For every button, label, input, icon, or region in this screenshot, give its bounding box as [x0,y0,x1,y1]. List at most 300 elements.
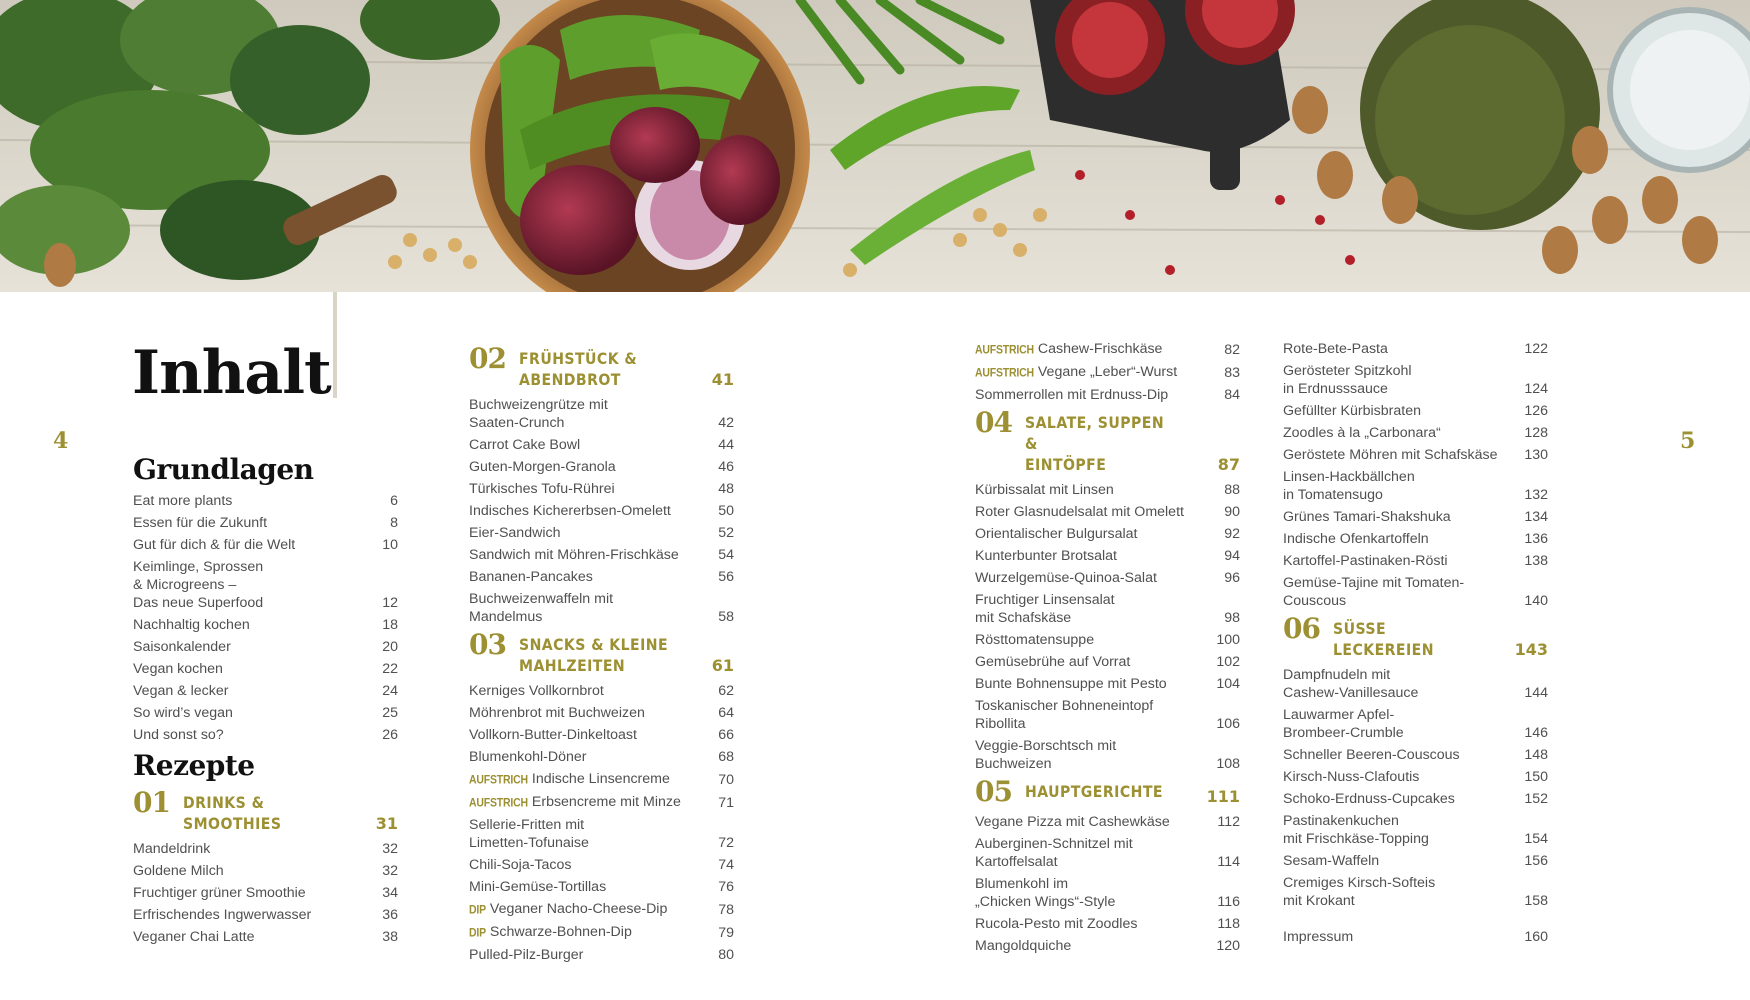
toc-entry-page: 68 [718,749,734,765]
toc-entry-title [133,906,362,924]
toc-entry[interactable] [975,813,1240,831]
toc-entry[interactable] [975,363,1240,382]
toc-entry-text: Rucola-Pesto mit Zoodles [975,916,1138,932]
chapter-page: 31 [375,814,398,833]
toc-entry[interactable] [1283,340,1548,358]
toc-entry-text: Sommerrollen mit Erdnuss-Dip [975,387,1169,403]
toc-entry-title [975,525,1204,543]
toc-entry-page: 76 [718,879,734,895]
chapter-number: 05 [975,775,1012,808]
toc-entry-title [469,946,698,964]
spacer [1283,914,1548,928]
toc-entry[interactable] [469,568,734,586]
toc-entry-text: Toskanischer Bohneneintopf Ribollita [975,698,1154,732]
toc-entry-title [469,726,698,744]
toc-entry[interactable] [975,915,1240,933]
toc-entry-text: So wird’s vegan [133,705,233,721]
toc-entry-text: Blumenkohl im „Chicken Wings“-Style [975,876,1116,910]
toc-entry[interactable] [1283,508,1548,526]
toc-entry-title [469,816,698,852]
toc-entry-page: 104 [1216,676,1240,692]
toc-entry[interactable] [133,492,398,510]
toc-entry-title [1283,402,1512,420]
toc-entry-title [975,675,1204,693]
toc-entry-title [1283,340,1512,358]
chapter-number: 03 [469,628,506,661]
toc-entry-title [1283,424,1512,442]
toc-entry-text: Kartoffel-Pastinaken-Rösti [1283,553,1448,569]
toc-entry-title [1283,928,1512,946]
hero-vegetables-image [0,0,1750,292]
toc-entry[interactable] [469,726,734,744]
toc-entry-text: Fruchtiger Linsensalat mit Schafskäse [975,592,1115,626]
toc-entry-title [133,514,362,532]
toc-entry[interactable] [975,481,1240,499]
toc-entry[interactable] [975,875,1240,911]
toc-entry[interactable] [469,816,734,852]
toc-entry-text: Kunterbunter Brotsalat [975,548,1117,564]
toc-entry[interactable] [133,726,398,744]
toc-entry-text: Carrot Cake Bowl [469,437,581,453]
toc-entry[interactable] [975,547,1240,565]
toc-entry-title [469,748,698,766]
toc-entry-title [133,840,362,858]
recipe-tag: DIP [469,903,486,917]
toc-entry[interactable] [469,524,734,542]
chapter-page: 41 [711,370,734,389]
chapter-title: HAUPTGERICHTE [1025,782,1163,801]
toc-entry-title [469,524,698,542]
chapter-title: SÜSSE LECKEREIEN [1333,619,1434,659]
toc-entry[interactable] [975,937,1240,955]
toc-entry-text: Indisches Kichererbsen-Omelett [469,503,671,519]
toc-entry[interactable] [975,737,1240,773]
chapter-page: 87 [1217,455,1240,474]
toc-entry[interactable] [975,675,1240,693]
toc-entry-page: 136 [1524,531,1548,547]
toc-entry-title [975,363,1204,382]
toc-entry[interactable] [975,503,1240,521]
toc-entry-text: Bunte Bohnensuppe mit Pesto [975,676,1167,692]
toc-entry-page: 26 [382,727,398,743]
toc-entry-title [469,502,698,520]
toc-entry-page: 84 [1224,387,1240,403]
toc-entry-text: Gemüse-Tajine mit Tomaten- Couscous [1283,575,1465,609]
toc-entry-text: Wurzelgemüse-Quinoa-Salat [975,570,1157,586]
toc-entry-text: Kerniges Vollkornbrot [469,683,604,699]
toc-column-2 [469,342,734,968]
toc-entry-title [469,704,698,722]
toc-entry[interactable] [975,525,1240,543]
toc-entry[interactable] [133,704,398,722]
toc-entry-text: Veganer Nacho-Cheese-Dip [489,901,668,917]
toc-entry-title [469,900,698,919]
toc-entry-page: 112 [1217,814,1240,830]
toc-entry-title [1283,706,1512,742]
toc-entry-page: 108 [1216,756,1240,772]
toc-entry-text: Zoodles à la „Carbonara“ [1283,425,1441,441]
toc-entry[interactable] [133,638,398,656]
toc-entry-title [469,458,698,476]
toc-entry-page: 56 [718,569,734,585]
toc-entry-title [133,704,362,722]
toc-entry-page: 82 [1224,342,1240,358]
toc-entry-title [133,928,362,946]
toc-entry-page: 58 [718,609,734,625]
toc-entry-title [469,546,698,564]
toc-entry-title [469,396,698,432]
toc-entry[interactable] [469,458,734,476]
toc-entry[interactable] [133,682,398,700]
toc-entry-page: 25 [382,705,398,721]
toc-entry-page: 122 [1524,341,1548,357]
toc-entry[interactable] [975,340,1240,359]
toc-entry[interactable] [469,923,734,942]
toc-entry[interactable] [975,386,1240,404]
toc-entry-page: 54 [718,547,734,563]
toc-entry-page: 120 [1216,938,1240,954]
toc-entry[interactable] [469,502,734,520]
toc-entry-text: Gut für dich & für die Welt [133,537,296,553]
toc-entry-page: 42 [718,415,734,431]
toc-entry[interactable] [469,396,734,432]
toc-column-4 [1283,340,1548,950]
section-heading: Rezepte [133,749,255,782]
toc-entry-title [975,915,1204,933]
toc-entry-page: 18 [382,617,398,633]
toc-entry-page: 90 [1224,504,1240,520]
toc-entry-text: Erbsencreme mit Minze [531,794,681,810]
toc-entry-title [975,697,1204,733]
toc-entry-title [133,492,362,510]
toc-entry-page: 146 [1524,725,1548,741]
toc-entry[interactable] [469,748,734,766]
toc-entry-title [469,568,698,586]
page-title: Inhalt [132,338,331,408]
toc-entry-page: 156 [1524,853,1548,869]
section-heading: Grundlagen [133,453,314,486]
toc-entry-title [1283,508,1512,526]
toc-entry[interactable] [975,697,1240,733]
toc-entry-title [975,547,1204,565]
toc-entry[interactable] [469,878,734,896]
toc-entry-text: Mandeldrink [133,841,211,857]
toc-entry-title [469,923,698,942]
toc-entry-title [975,631,1204,649]
toc-entry-text: Lauwarmer Apfel- Brombeer-Crumble [1283,707,1404,741]
toc-entry-title [469,590,698,626]
toc-entry-page: 36 [382,907,398,923]
toc-entry-page: 128 [1524,425,1548,441]
toc-entry-page: 144 [1524,685,1548,701]
toc-entry-title [1283,790,1512,808]
toc-entry[interactable] [133,840,398,858]
toc-entry[interactable] [469,856,734,874]
toc-entry-page: 44 [718,437,734,453]
page-number-left: 4 [53,428,69,454]
toc-entry-title [469,682,698,700]
toc-entry-page: 22 [382,661,398,677]
toc-entry-text: Gefüllter Kürbisbraten [1283,403,1422,419]
toc-entry-text: Vegane „Leber“-Wurst [1037,364,1178,380]
toc-entry-page: 152 [1524,791,1548,807]
toc-entry-page: 106 [1216,716,1240,732]
toc-entry[interactable] [133,906,398,924]
toc-entry-page: 126 [1524,403,1548,419]
toc-entry-page: 88 [1224,482,1240,498]
toc-entry-title [975,937,1204,955]
toc-entry-title [975,503,1204,521]
toc-entry-title [975,340,1204,359]
chapter-number: 06 [1283,612,1320,645]
toc-entry-page: 74 [718,857,734,873]
toc-entry[interactable] [1283,446,1548,464]
toc-entry-title [975,835,1204,871]
toc-entry-text: Und sonst so? [133,727,224,743]
toc-entry[interactable] [133,616,398,634]
toc-entry-page: 98 [1224,610,1240,626]
toc-entry-title [1283,362,1512,398]
toc-entry-title [975,591,1204,627]
toc-entry[interactable] [133,536,398,554]
toc-entry-title [133,616,362,634]
toc-entry-title [133,558,362,612]
toc-entry-text: Möhrenbrot mit Buchweizen [469,705,645,721]
chapter-title: SALATE, SUPPEN & EINTÖPFE [1025,413,1165,474]
toc-entry[interactable] [1283,402,1548,420]
toc-entry-text: Gerösteter Spitzkohl in Erdnusssauce [1283,363,1412,397]
toc-entry[interactable] [1283,812,1548,848]
toc-entry[interactable] [133,514,398,532]
toc-column-1 [133,452,398,950]
toc-entry-text: Buchweizenwaffeln mit Mandelmus [469,591,614,625]
toc-entry[interactable] [469,590,734,626]
toc-entry-title [975,875,1204,911]
toc-entry-text: Cashew-Frischkäse [1037,341,1163,357]
toc-entry[interactable] [975,569,1240,587]
toc-entry-title [469,770,698,789]
chapter-heading[interactable] [1283,614,1548,660]
toc-entry-text: Pastinakenkuchen mit Frischkäse-Topping [1283,813,1429,847]
toc-entry-page: 50 [718,503,734,519]
toc-entry-title [1283,746,1512,764]
toc-entry-page: 78 [718,902,734,918]
toc-entry[interactable] [469,682,734,700]
toc-entry-title [1283,574,1512,610]
toc-entry-title [1283,874,1512,910]
toc-entry[interactable] [133,862,398,880]
toc-entry-title [133,862,362,880]
toc-entry-text: Veggie-Borschtsch mit Buchweizen [975,738,1117,772]
toc-entry-page: 80 [718,947,734,963]
toc-entry[interactable] [975,631,1240,649]
toc-entry-text: Vegan & lecker [133,683,229,699]
toc-entry-title [469,436,698,454]
toc-entry-page: 160 [1524,929,1548,945]
toc-entry[interactable] [133,558,398,612]
toc-entry-page: 46 [718,459,734,475]
toc-entry[interactable] [469,480,734,498]
recipe-tag: AUFSTRICH [469,773,528,787]
chapter-title: DRINKS & SMOOTHIES [183,793,282,833]
toc-entry-page: 148 [1524,747,1548,763]
chapter-page: 111 [1206,787,1240,806]
toc-entry[interactable] [469,436,734,454]
toc-entry-text: Linsen-Hackbällchen in Tomatensugo [1283,469,1415,503]
chapter-heading[interactable] [469,344,734,390]
toc-entry[interactable] [133,884,398,902]
toc-entry-page: 38 [382,929,398,945]
toc-entry-title [1283,468,1512,504]
toc-entry-page: 140 [1524,593,1548,609]
toc-entry-title [975,386,1204,404]
toc-entry-page: 116 [1217,894,1240,910]
toc-entry-title [133,536,362,554]
chapter-heading[interactable] [133,788,398,834]
toc-entry[interactable] [469,546,734,564]
chapter-heading[interactable] [975,777,1240,807]
toc-entry-text: Veganer Chai Latte [133,929,255,945]
toc-entry-title [975,653,1204,671]
recipe-tag: AUFSTRICH [975,343,1034,357]
toc-entry-text: Sellerie-Fritten mit Limetten-Tofunaise [469,817,589,851]
toc-entry[interactable] [1283,790,1548,808]
toc-entry[interactable] [133,928,398,946]
toc-entry-text: Buchweizengrütze mit Saaten-Crunch [469,397,608,431]
recipe-tag: AUFSTRICH [469,796,528,810]
toc-entry-page: 70 [718,772,734,788]
toc-entry-text: Dampfnudeln mit Cashew-Vanillesauce [1283,667,1419,701]
toc-entry-text: Essen für die Zukunft [133,515,268,531]
toc-entry-page: 48 [718,481,734,497]
toc-entry-text: Vollkorn-Butter-Dinkeltoast [469,727,637,743]
toc-entry-text: Keimlinge, Sprossen & Microgreens – Das neue Superfood [133,559,264,611]
toc-entry-text: Nachhaltig kochen [133,617,250,633]
toc-entry[interactable] [1283,468,1548,504]
chapter-heading[interactable] [469,630,734,676]
toc-entry-page: 8 [390,515,398,531]
toc-entry-page: 32 [382,863,398,879]
toc-entry-page: 158 [1524,893,1548,909]
toc-entry-text: Pulled-Pilz-Burger [469,947,584,963]
toc-entry-text: Chili-Soja-Tacos [469,857,572,873]
toc-entry-page: 79 [718,925,734,941]
toc-entry-title [1283,666,1512,702]
toc-entry-text: Eier-Sandwich [469,525,561,541]
toc-entry-text: Eat more plants [133,493,233,509]
toc-entry-page: 150 [1524,769,1548,785]
toc-entry-page: 114 [1217,854,1240,870]
toc-entry[interactable] [975,653,1240,671]
toc-entry-page: 52 [718,525,734,541]
toc-entry-title [469,878,698,896]
toc-entry-title [469,856,698,874]
toc-entry-text: Sesam-Waffeln [1283,853,1380,869]
recipe-tag: AUFSTRICH [975,366,1034,380]
toc-entry-page: 20 [382,639,398,655]
toc-entry[interactable] [1283,530,1548,548]
page-number-right: 5 [1680,428,1696,454]
toc-entry-title [1283,768,1512,786]
toc-entry-page: 138 [1524,553,1548,569]
toc-entry-text: Grünes Tamari-Shakshuka [1283,509,1451,525]
toc-entry-text: Impressum [1283,929,1354,945]
toc-entry[interactable] [975,591,1240,627]
toc-entry-title [133,682,362,700]
toc-entry-page: 102 [1216,654,1240,670]
toc-entry-text: Rote-Bete-Pasta [1283,341,1388,357]
toc-entry-text: Bananen-Pancakes [469,569,593,585]
toc-entry[interactable] [1283,852,1548,870]
chapter-number: 02 [469,342,506,375]
toc-entry-title [469,480,698,498]
toc-entry-text: Goldene Milch [133,863,224,879]
toc-entry-page: 96 [1224,570,1240,586]
toc-entry-page: 72 [718,835,734,851]
chapter-page: 61 [711,656,734,675]
toc-entry-text: Geröstete Möhren mit Schafskäse [1283,447,1498,463]
toc-entry[interactable] [469,704,734,722]
toc-entry-title [975,569,1204,587]
chapter-heading[interactable] [975,408,1240,475]
toc-entry[interactable] [975,835,1240,871]
toc-entry-text: Schwarze-Bohnen-Dip [489,924,632,940]
toc-entry[interactable] [1283,746,1548,764]
toc-entry-text: Mangoldquiche [975,938,1072,954]
toc-entry-title [469,793,698,812]
toc-entry-page: 124 [1524,381,1548,397]
toc-entry-text: Guten-Morgen-Granola [469,459,616,475]
toc-entry[interactable] [1283,552,1548,570]
toc-entry-page: 64 [718,705,734,721]
toc-entry[interactable] [1283,666,1548,702]
recipe-tag: DIP [469,926,486,940]
toc-entry[interactable] [469,900,734,919]
toc-entry-title [1283,812,1512,848]
toc-entry[interactable] [133,660,398,678]
toc-entry-page: 154 [1524,831,1548,847]
toc-entry-text: Roter Glasnudelsalat mit Omelett [975,504,1184,520]
toc-entry-page: 134 [1524,509,1548,525]
toc-entry-text: Schneller Beeren-Couscous [1283,747,1460,763]
toc-entry-page: 118 [1217,916,1240,932]
toc-entry-page: 6 [390,493,398,509]
toc-entry-page: 24 [382,683,398,699]
toc-entry-text: Sandwich mit Möhren-Frischkäse [469,547,679,563]
toc-entry[interactable] [1283,424,1548,442]
toc-entry-title [133,638,362,656]
toc-entry-text: Erfrischendes Ingwerwasser [133,907,312,923]
toc-entry-text: Cremiges Kirsch-Softeis mit Krokant [1283,875,1436,909]
toc-entry-text: Indische Ofenkartoffeln [1283,531,1429,547]
toc-entry[interactable] [1283,768,1548,786]
toc-entry-page: 92 [1224,526,1240,542]
toc-entry[interactable] [469,770,734,789]
toc-entry[interactable] [1283,574,1548,610]
toc-entry-title [1283,446,1512,464]
chapter-title: FRÜHSTÜCK & ABENDBROT [519,349,638,389]
toc-entry[interactable] [469,946,734,964]
toc-entry-title [133,660,362,678]
toc-entry[interactable] [1283,706,1548,742]
toc-entry-title [1283,552,1512,570]
toc-entry-text: Türkisches Tofu-Rührei [469,481,615,497]
toc-entry[interactable] [1283,928,1548,946]
toc-entry[interactable] [1283,362,1548,398]
toc-entry[interactable] [469,793,734,812]
toc-entry[interactable] [1283,874,1548,910]
title-divider [333,292,337,398]
